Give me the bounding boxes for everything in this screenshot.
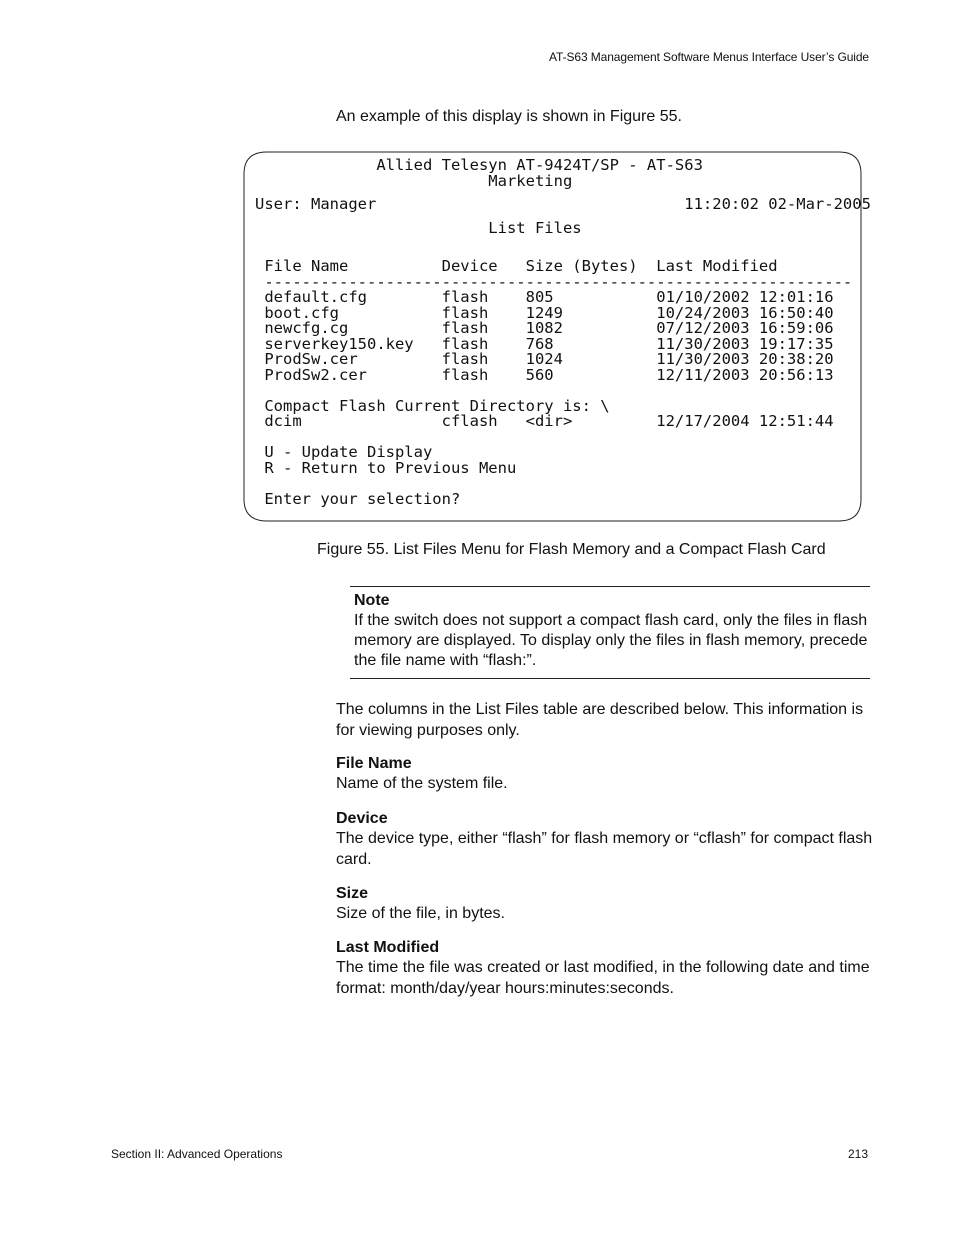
terminal-line: dcim cflash <dir> 12/17/2004 12:51:44	[255, 412, 834, 430]
terminal-line: Enter your selection?	[255, 490, 461, 508]
terminal-line: default.cfg flash 805 01/10/2002 12:01:16	[255, 288, 834, 306]
terminal-line: U - Update Display	[255, 443, 433, 461]
terminal-line: ---------------------------------------------------------------	[255, 273, 853, 291]
terminal-line: List Files	[255, 219, 582, 237]
page-number: 213	[847, 1147, 868, 1161]
note-box	[350, 586, 870, 679]
intro-text: An example of this display is shown in Figure 55.	[336, 108, 682, 125]
figure-caption: Figure 55. List Files Menu for Flash Memory and a Compact Flash Card	[317, 541, 826, 558]
terminal-line: serverkey150.key flash 768 11/30/2003 19:17:35	[255, 335, 834, 353]
definition-desc: The time the file was created or last modified, in the following date and time format: month/day/year hours:minutes:seconds.	[336, 959, 870, 997]
definition-term: Device	[336, 810, 388, 827]
definition-term: Size	[336, 885, 369, 902]
terminal-line: Allied Telesyn AT-9424T/SP - AT-S63	[255, 156, 703, 174]
terminal-line: newcfg.cg flash 1082 07/12/2003 16:59:06	[255, 319, 834, 337]
definition-term: Last Modified	[336, 939, 440, 956]
running-header: AT-S63 Management Software Menus Interface User’s Guide	[549, 50, 869, 64]
note-title: Note	[354, 592, 390, 609]
terminal-line: Compact Flash Current Directory is: \	[255, 397, 610, 415]
definition-desc: Size of the file, in bytes.	[336, 905, 505, 922]
definition-term: File Name	[336, 755, 412, 772]
terminal-line: ProdSw2.cer flash 560 12/11/2003 20:56:13	[255, 366, 834, 384]
terminal-line: ProdSw.cer flash 1024 11/30/2003 20:38:20	[255, 350, 834, 368]
definition-desc: The device type, either “flash” for flash memory or “cflash” for compact flash card.	[336, 830, 873, 868]
terminal-line: Marketing	[255, 172, 573, 190]
terminal-screen	[243, 151, 871, 522]
footer-section: Section II: Advanced Operations	[111, 1147, 283, 1161]
terminal-line: boot.cfg flash 1249 10/24/2003 16:50:40	[255, 304, 834, 322]
terminal-line: File Name Device Size (Bytes) Last Modified	[255, 257, 778, 275]
columns-intro: The columns in the List Files table are described below. This information is for viewing purposes only.	[336, 701, 864, 739]
terminal-line: R - Return to Previous Menu	[255, 459, 517, 477]
terminal-line: User: Manager 11:20:02 02-Mar-2005	[255, 195, 871, 213]
note-body: If the switch does not support a compact flash card, only the files in flash memory are displayed. To display only the files in flash memory, precede the file name with “flash:”.	[354, 612, 868, 669]
definition-desc: Name of the system file.	[336, 775, 508, 792]
